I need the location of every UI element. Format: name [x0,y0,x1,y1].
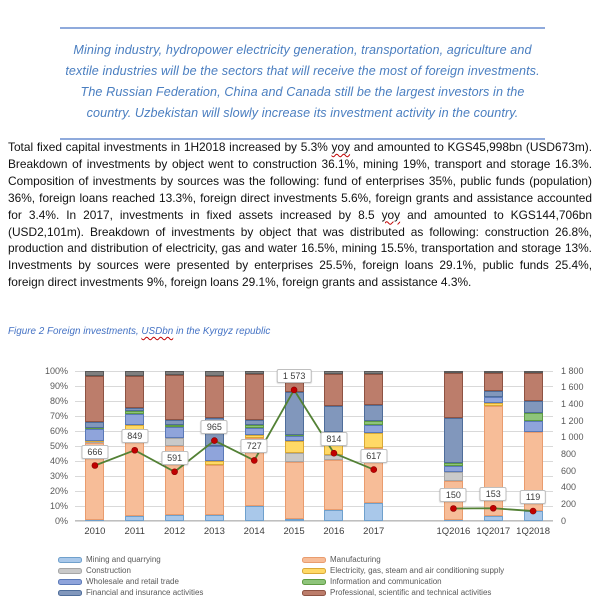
text-run: Total fixed capital investments in 1H2018 increased by 5.3% [8,140,332,154]
legend-item [302,556,588,564]
line-marker [331,450,337,456]
left-axis-tick: 20% [49,485,68,496]
total-value-label: 814 [320,432,347,446]
figure-caption [8,326,270,337]
right-axis-tick: 1 200 [561,415,584,426]
total-value-label: 150 [440,488,467,502]
total-value-label: 666 [81,445,108,459]
x-axis-label: 2016 [323,526,345,537]
misspelled-word: USDbn [141,326,174,337]
legend-item [302,578,588,586]
chart-legend [58,556,588,597]
total-value-label: 617 [360,449,387,463]
left-axis-tick: 60% [49,425,68,436]
total-value-label: 153 [480,487,507,501]
line-marker [211,438,217,444]
legend-label: Wholesale and retail trade [86,577,179,587]
legend-item [58,578,302,586]
misspelled-word: yoy [331,140,351,154]
left-axis-tick: 30% [49,470,68,481]
right-axis-tick: 1 400 [561,398,584,409]
right-axis-tick: 800 [561,448,577,459]
total-value-label: 119 [520,490,546,504]
x-axis-label: 2015 [283,526,305,537]
right-axis-tick: 1 600 [561,382,584,393]
total-value-label: 591 [161,451,188,465]
left-axis-tick: 10% [49,500,68,511]
line-marker [530,508,536,514]
legend-item [58,567,302,575]
legend-label: Professional, scientific and technical activities [330,588,492,598]
legend-label: Electricity, gas, steam and air conditioning supply [330,566,505,576]
highlight-quote-block [60,27,545,140]
total-value-label: 849 [121,429,148,443]
legend-item [302,567,588,575]
gridline [75,521,553,522]
legend-item [58,556,302,564]
legend-swatch [58,557,82,564]
total-value-label: 965 [201,420,228,434]
left-axis-tick: 70% [49,410,68,421]
line-marker [450,506,456,512]
left-axis-tick: 100% [44,365,68,376]
total-value-label: 727 [241,439,268,453]
x-axis-label: 1Q2016 [436,526,471,537]
legend-swatch [58,590,82,597]
line-marker [92,463,98,469]
line-marker [291,387,297,393]
x-axis-label: 2014 [243,526,265,537]
right-axis-tick: 0 [561,515,567,526]
text-run: and amounted to KGS144,706bn (USD2,101m). Breakdown of investments by object that was distributed as following: construction 26.8%, production and distribution of electricity, gas and water 16.5%, mining 15.5%, transportation and storage 13%. Investments by sources were presented by enterprises 25.5%, foreign loans 29.1%, public funds 25.4%, foreign direct investments 9%, foreign loans 29.1%, foreign grants and assistance 4.3%. [8,207,592,290]
right-axis-tick: 200 [561,498,577,509]
legend-swatch [302,568,326,575]
x-axis-label: 1Q2017 [476,526,511,537]
left-axis-tick: 90% [49,380,68,391]
line-marker [172,469,178,475]
legend-swatch [58,579,82,586]
legend-label: Financial and insurance activities [86,588,204,598]
x-axis-label: 1Q2018 [516,526,550,537]
legend-label: Mining and quarrying [86,555,161,565]
body-paragraph [8,139,592,291]
legend-swatch [58,568,82,575]
line-marker [371,467,377,473]
left-axis-tick: 50% [49,440,68,451]
line-marker [251,457,257,463]
quote-text: Mining industry, hydropower electricity generation, transportation, agriculture and textile industries will be the sectors that will receive the most of foreign investments. The Russian Federation, China and Canada still be the largest investors in the country. Uzbekistan will slowly increase its investment activity in the country. [65,43,540,121]
right-axis-tick: 400 [561,482,577,493]
x-axis-label: 2017 [363,526,385,537]
legend-swatch [302,557,326,564]
misspelled-word: yoy [381,207,401,222]
x-axis-label: 2010 [84,526,106,537]
line-marker [490,505,496,511]
legend-swatch [302,590,326,597]
text-run: and amounted to KGS45,998bn (USD673m). Breakdown of investments by object went to construction 36.1%, mining 19%, transport and storage 16.3%. Composition of investments by sources was the following: fund of enterprises 35%, public funds (population) 36%, foreign loans reached 13.3%, foreign direct investments 5.6%, foreign grants and assistance accounted for 3.4%. In 2017, investments in fixed assets increased by 8.5 [8,140,592,222]
legend-item [58,589,302,597]
text-run: in the Kyrgyz republic [173,326,271,337]
x-axis-label: 2011 [124,526,145,537]
total-value-label: 1 573 [277,369,312,383]
left-axis-tick: 80% [49,395,68,406]
line-marker [132,447,138,453]
x-axis-label: 2013 [203,526,225,537]
right-axis-tick: 600 [561,465,577,476]
legend-swatch [302,579,326,586]
legend-label: Manufacturing [330,555,381,565]
legend-label: Construction [86,566,131,576]
legend-label: Information and communication [330,577,442,587]
legend-item [302,589,588,597]
x-axis-label: 2012 [164,526,186,537]
left-axis-tick: 40% [49,455,68,466]
right-axis-tick: 1 000 [561,432,584,443]
plot-area [75,371,553,521]
right-axis-tick: 1 800 [561,365,584,376]
figure2-chart [0,358,600,600]
left-axis-tick: 0% [54,515,68,526]
text-run: Figure 2 Foreign investments, [8,326,142,337]
